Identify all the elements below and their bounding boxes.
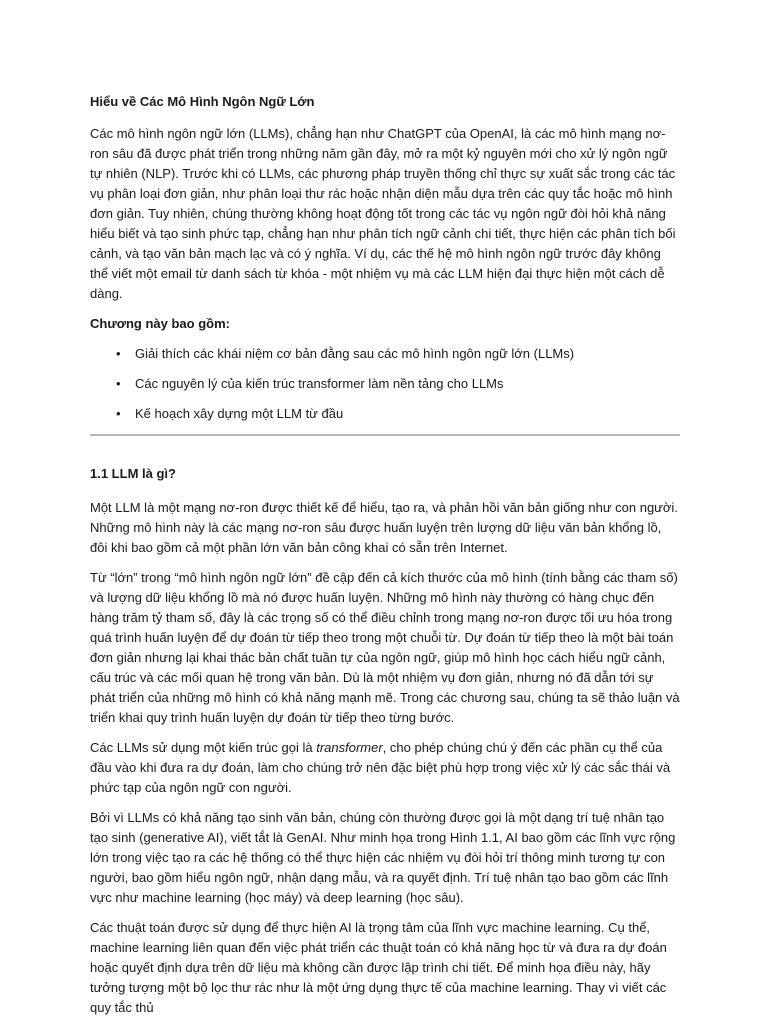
list-item: [90, 404, 680, 424]
bullet-icon: •: [116, 346, 121, 361]
document-content: [90, 92, 680, 1028]
list-item-text: Các nguyên lý của kiến trúc transformer làm nền tảng cho LLMs: [135, 376, 504, 391]
list-item: [90, 344, 680, 364]
document-title: Hiểu về Các Mô Hình Ngôn Ngữ Lớn: [90, 94, 315, 109]
chapter-contents-label: Chương này bao gồm:: [90, 316, 230, 331]
section-divider: [90, 434, 680, 436]
transformer-term: transformer: [316, 740, 383, 755]
paragraph-3-start: Các LLMs sử dụng một kiến trúc gọi là: [90, 740, 317, 755]
bullet-icon: •: [116, 406, 121, 421]
list-item-text: Kế hoạch xây dựng một LLM từ đầu: [135, 406, 344, 421]
section-paragraph-4: Bởi vì LLMs có khả năng tạo sinh văn bản, chúng còn thường được gọi là một dạng trí tuệ nhân tạo tạo sinh (generative AI), viết tắt là GenAI. Như minh họa trong Hình 1.1, AI bao gồm các lĩnh vực rộng lớn trong việc tạo ra các hệ thống có thể thực hiện các nhiệm vụ đòi hỏi trí thông minh tương tự con người, bao gồm hiểu ngôn ngữ, nhận dạng mẫu, và ra quyết định. Trí tuệ nhân tạo bao gồm các lĩnh vực như machine learning (học máy) và deep learning (học sâu).: [90, 810, 676, 905]
bullet-icon: •: [116, 376, 121, 391]
section-paragraph-3: [90, 738, 680, 798]
chapter-contents-list: [90, 344, 680, 424]
section-paragraph-5: Các thuật toán được sử dụng để thực hiện AI là trọng tâm của lĩnh vực machine learning. Cụ thể, machine learning liên quan đến việc phát triển các thuật toán có khả năng học từ và đưa ra dự đoán hoặc quyết định dựa trên dữ liệu mà không cần được lập trình chi tiết. Để minh họa điều này, hãy tưởng tượng một bộ lọc thư rác như là một ứng dụng thực tế của machine learning. Thay vì viết các quy tắc thủ: [90, 920, 667, 1015]
paragraph-3-end: , cho phép chúng chú ý đến các phần cụ thể của đầu vào khi đưa ra dự đoán, làm cho chúng trở nên đặc biệt phù hợp trong việc xử lý các sắc thái và phức tạp của ngôn ngữ con người.: [90, 740, 671, 795]
section-title: 1.1 LLM là gì?: [90, 466, 176, 481]
list-item-text: Giải thích các khái niệm cơ bản đằng sau các mô hình ngôn ngữ lớn (LLMs): [135, 346, 575, 361]
section-paragraph-2: Từ “lớn” trong “mô hình ngôn ngữ lớn” đề cập đến cả kích thước của mô hình (tính bằng các tham số) và lượng dữ liệu khổng lồ mà nó được huấn luyện. Những mô hình này thường có hàng chục đến hàng trăm tỷ tham số, đây là các trọng số có thể điều chỉnh trong mạng nơ-ron được tối ưu hóa trong quá trình huấn luyện để dự đoán từ tiếp theo trong một chuỗi từ. Dự đoán từ tiếp theo là một bài toán đơn giản nhưng lại khai thác bản chất tuần tự của ngôn ngữ, giúp mô hình học cách hiểu ngữ cảnh, cấu trúc và các mối quan hệ trong văn bản. Dù là một nhiệm vụ đơn giản, nhưng nó đã dẫn tới sự phát triển của những mô hình có khả năng mạnh mẽ. Trong các chương sau, chúng ta sẽ thảo luận và triển khai quy trình huấn luyện dự đoán từ tiếp theo từng bước.: [90, 570, 680, 725]
list-item: [90, 374, 680, 394]
intro-paragraph: Các mô hình ngôn ngữ lớn (LLMs), chẳng hạn như ChatGPT của OpenAI, là các mô hình mạng nơ-ron sâu đã được phát triển trong những năm gần đây, mở ra một kỷ nguyên mới cho xử lý ngôn ngữ tự nhiên (NLP). Trước khi có LLMs, các phương pháp truyền thống chỉ thực sự xuất sắc trong các tác vụ phân loại đơn giản, như phân loại thư rác hoặc nhận diện mẫu dựa trên các quy tắc hoặc mô hình đơn giản. Tuy nhiên, chúng thường không hoạt động tốt trong các tác vụ ngôn ngữ đòi hỏi khả năng hiểu biết và tạo sinh phức tạp, chẳng hạn như phân tích ngữ cảnh chi tiết, thực hiện các phân tích bối cảnh, và tạo văn bản mạch lạc và có ý nghĩa. Ví dụ, các thế hệ mô hình ngôn ngữ trước đây không thể viết một email từ danh sách từ khóa - một nhiệm vụ mà các LLM hiện đại thực hiện một cách dễ dàng.: [90, 126, 676, 301]
section-paragraph-1: Một LLM là một mạng nơ-ron được thiết kế để hiểu, tạo ra, và phản hồi văn bản giống như con người. Những mô hình này là các mạng nơ-ron sâu được huấn luyện trên lượng dữ liệu văn bản khổng lồ, đôi khi bao gồm cả một phần lớn văn bản công khai có sẵn trên Internet.: [90, 500, 678, 555]
